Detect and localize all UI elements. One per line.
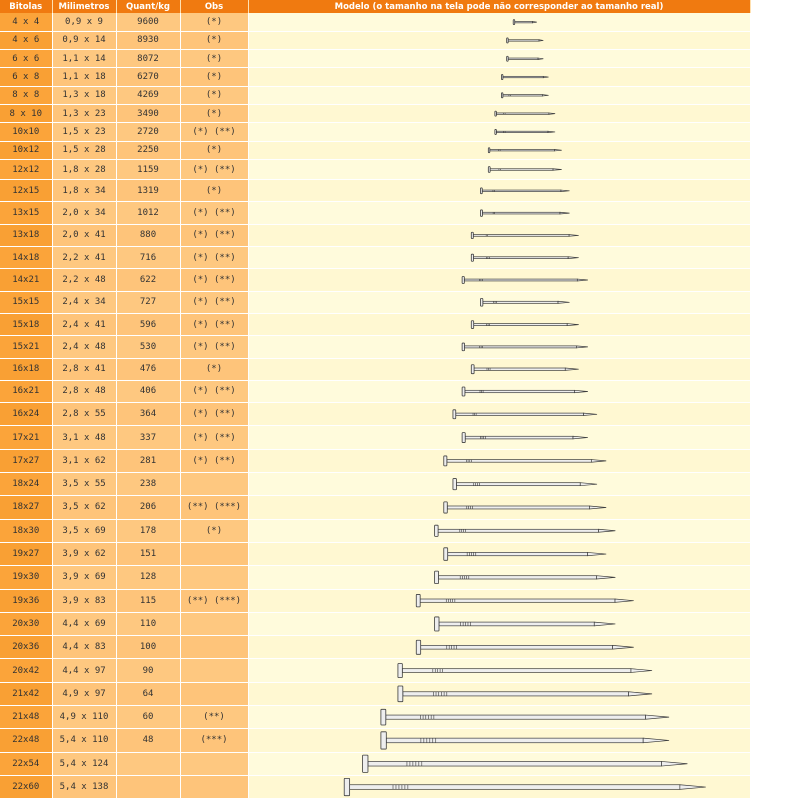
table-row[interactable] [0, 659, 750, 682]
obs-cell [180, 636, 248, 659]
obs-cell: (*) [180, 180, 248, 202]
table-row[interactable] [0, 775, 750, 798]
bitola-cell: 14x21 [0, 269, 52, 291]
table-row[interactable] [0, 519, 750, 542]
nail-model-cell [248, 313, 750, 335]
bitola-cell: 14x18 [0, 247, 52, 269]
obs-cell [180, 542, 248, 565]
table-row[interactable] [0, 141, 750, 159]
nail-model-cell [248, 706, 750, 729]
millimetres-cell: 5,4 x 124 [52, 752, 116, 775]
quantity-per-kg-cell: 476 [116, 358, 180, 380]
table-row[interactable] [0, 31, 750, 49]
header-bitolas[interactable]: Bitolas [0, 0, 52, 13]
bitola-cell: 17x21 [0, 426, 52, 449]
quantity-per-kg-cell: 6270 [116, 68, 180, 86]
bitola-cell: 8 x 10 [0, 104, 52, 122]
obs-cell: (*) (**) [180, 247, 248, 269]
nail-model-cell [248, 775, 750, 798]
bitola-cell: 21x48 [0, 706, 52, 729]
bitola-cell: 10x10 [0, 123, 52, 141]
bitola-cell: 21x42 [0, 682, 52, 705]
nail-model-cell [248, 291, 750, 313]
quantity-per-kg-cell: 9600 [116, 13, 180, 31]
bitola-cell: 4 x 6 [0, 31, 52, 49]
bitola-cell: 16x21 [0, 380, 52, 402]
nail-model-cell [248, 13, 750, 31]
obs-cell: (*) [180, 13, 248, 31]
quantity-per-kg-cell: 880 [116, 224, 180, 246]
table-row[interactable] [0, 612, 750, 635]
nail-model-cell [248, 50, 750, 68]
bitola-cell: 10x12 [0, 141, 52, 159]
nail-model-cell [248, 86, 750, 104]
millimetres-cell: 4,9 x 110 [52, 706, 116, 729]
quantity-per-kg-cell: 151 [116, 542, 180, 565]
nail-model-cell [248, 68, 750, 86]
obs-cell: (**) (***) [180, 589, 248, 612]
quantity-per-kg-cell: 4269 [116, 86, 180, 104]
nail-model-cell [248, 659, 750, 682]
header-modelo[interactable]: Modelo (o tamanho na tela pode não corresponder ao tamanho real) [248, 0, 750, 13]
header-milimetros[interactable]: Milimetros [52, 0, 116, 13]
table-row[interactable] [0, 180, 750, 202]
obs-cell [180, 775, 248, 798]
table-row[interactable] [0, 496, 750, 519]
obs-cell: (*) [180, 358, 248, 380]
nail-model-cell [248, 449, 750, 472]
nail-model-cell [248, 636, 750, 659]
nail-model-cell [248, 358, 750, 380]
obs-cell: (*) (**) [180, 426, 248, 449]
millimetres-cell: 3,1 x 62 [52, 449, 116, 472]
quantity-per-kg-cell: 364 [116, 403, 180, 426]
millimetres-cell: 2,0 x 34 [52, 202, 116, 224]
quantity-per-kg-cell: 90 [116, 659, 180, 682]
obs-cell: (*) (**) [180, 269, 248, 291]
obs-cell [180, 752, 248, 775]
bitola-cell: 17x27 [0, 449, 52, 472]
nail-model-cell [248, 159, 750, 179]
millimetres-cell: 2,8 x 41 [52, 358, 116, 380]
table-row[interactable] [0, 159, 750, 179]
millimetres-cell: 4,9 x 97 [52, 682, 116, 705]
quantity-per-kg-cell: 596 [116, 313, 180, 335]
table-row[interactable] [0, 706, 750, 729]
millimetres-cell: 2,4 x 41 [52, 313, 116, 335]
quantity-per-kg-cell: 48 [116, 729, 180, 752]
quantity-per-kg-cell: 64 [116, 682, 180, 705]
nail-model-cell [248, 141, 750, 159]
millimetres-cell: 3,5 x 69 [52, 519, 116, 542]
bitola-cell: 18x27 [0, 496, 52, 519]
table-row[interactable] [0, 566, 750, 589]
table-row[interactable] [0, 473, 750, 496]
table-row[interactable] [0, 380, 750, 402]
obs-cell: (*) (**) [180, 380, 248, 402]
quantity-per-kg-cell: 110 [116, 612, 180, 635]
obs-cell: (*) [180, 104, 248, 122]
obs-cell: (*) (**) [180, 449, 248, 472]
obs-cell: (*) [180, 141, 248, 159]
millimetres-cell: 5,4 x 138 [52, 775, 116, 798]
table-row[interactable] [0, 426, 750, 449]
bitola-cell: 22x48 [0, 729, 52, 752]
obs-cell: (*) [180, 86, 248, 104]
quantity-per-kg-cell: 1319 [116, 180, 180, 202]
bitola-cell: 18x30 [0, 519, 52, 542]
obs-cell [180, 682, 248, 705]
quantity-per-kg-cell: 115 [116, 589, 180, 612]
nail-model-cell [248, 224, 750, 246]
table-row[interactable] [0, 104, 750, 122]
nail-model-cell [248, 380, 750, 402]
millimetres-cell: 4,4 x 69 [52, 612, 116, 635]
obs-cell [180, 659, 248, 682]
millimetres-cell: 2,0 x 41 [52, 224, 116, 246]
millimetres-cell: 1,3 x 23 [52, 104, 116, 122]
millimetres-cell: 1,8 x 28 [52, 159, 116, 179]
table-row[interactable] [0, 68, 750, 86]
nail-model-cell [248, 612, 750, 635]
quantity-per-kg-cell: 406 [116, 380, 180, 402]
millimetres-cell: 3,9 x 62 [52, 542, 116, 565]
table-row[interactable] [0, 86, 750, 104]
table-row[interactable] [0, 336, 750, 358]
table-row[interactable] [0, 636, 750, 659]
bitola-cell: 20x36 [0, 636, 52, 659]
quantity-per-kg-cell: 716 [116, 247, 180, 269]
quantity-per-kg-cell: 2250 [116, 141, 180, 159]
bitola-cell: 16x18 [0, 358, 52, 380]
obs-cell [180, 612, 248, 635]
obs-cell: (*) (**) [180, 403, 248, 426]
obs-cell: (**) (***) [180, 496, 248, 519]
millimetres-cell: 0,9 x 14 [52, 31, 116, 49]
millimetres-cell: 3,5 x 62 [52, 496, 116, 519]
bitola-cell: 12x12 [0, 159, 52, 179]
nail-model-cell [248, 336, 750, 358]
table-body [0, 13, 750, 799]
quantity-per-kg-cell: 2720 [116, 123, 180, 141]
quantity-per-kg-cell: 178 [116, 519, 180, 542]
table-row[interactable] [0, 13, 750, 31]
nail-model-cell [248, 496, 750, 519]
bitola-cell: 15x21 [0, 336, 52, 358]
nail-model-cell [248, 682, 750, 705]
millimetres-cell: 2,4 x 34 [52, 291, 116, 313]
bitola-cell: 18x24 [0, 473, 52, 496]
bitola-cell: 8 x 8 [0, 86, 52, 104]
bitola-cell: 6 x 8 [0, 68, 52, 86]
quantity-per-kg-cell: 3490 [116, 104, 180, 122]
bitola-cell: 19x27 [0, 542, 52, 565]
obs-cell: (*) (**) [180, 313, 248, 335]
nail-model-cell [248, 519, 750, 542]
obs-cell: (*) [180, 519, 248, 542]
quantity-per-kg-cell: 8930 [116, 31, 180, 49]
nail-model-cell [248, 269, 750, 291]
quantity-per-kg-cell: 1012 [116, 202, 180, 224]
bitola-cell: 22x60 [0, 775, 52, 798]
millimetres-cell: 3,9 x 69 [52, 566, 116, 589]
table-row[interactable] [0, 224, 750, 246]
quantity-per-kg-cell: 206 [116, 496, 180, 519]
bitola-cell: 20x42 [0, 659, 52, 682]
quantity-per-kg-cell: 337 [116, 426, 180, 449]
millimetres-cell: 2,8 x 48 [52, 380, 116, 402]
millimetres-cell: 2,2 x 48 [52, 269, 116, 291]
nail-model-cell [248, 202, 750, 224]
bitola-cell: 6 x 6 [0, 50, 52, 68]
nail-model-cell [248, 752, 750, 775]
millimetres-cell: 4,4 x 83 [52, 636, 116, 659]
obs-cell: (***) [180, 729, 248, 752]
nail-model-cell [248, 403, 750, 426]
millimetres-cell: 1,1 x 18 [52, 68, 116, 86]
obs-cell: (*) [180, 31, 248, 49]
millimetres-cell: 0,9 x 9 [52, 13, 116, 31]
quantity-per-kg-cell: 8072 [116, 50, 180, 68]
millimetres-cell: 2,8 x 55 [52, 403, 116, 426]
nail-model-cell [248, 426, 750, 449]
nail-model-cell [248, 180, 750, 202]
quantity-per-kg-cell: 100 [116, 636, 180, 659]
bitola-cell: 19x36 [0, 589, 52, 612]
table-row[interactable] [0, 542, 750, 565]
table-row[interactable] [0, 202, 750, 224]
quantity-per-kg-cell: 530 [116, 336, 180, 358]
bitola-cell: 13x18 [0, 224, 52, 246]
bitola-cell: 22x54 [0, 752, 52, 775]
nail-model-cell [248, 473, 750, 496]
millimetres-cell: 3,1 x 48 [52, 426, 116, 449]
quantity-per-kg-cell: 1159 [116, 159, 180, 179]
millimetres-cell: 2,2 x 41 [52, 247, 116, 269]
table-row[interactable] [0, 682, 750, 705]
obs-cell: (*) (**) [180, 336, 248, 358]
nail-model-cell [248, 566, 750, 589]
millimetres-cell: 2,4 x 48 [52, 336, 116, 358]
header-quant-kg[interactable]: Quant/kg [116, 0, 180, 13]
millimetres-cell: 1,5 x 28 [52, 141, 116, 159]
bitola-cell: 15x18 [0, 313, 52, 335]
obs-cell: (*) (**) [180, 202, 248, 224]
millimetres-cell: 1,3 x 18 [52, 86, 116, 104]
header-obs[interactable]: Obs [180, 0, 248, 13]
quantity-per-kg-cell: 60 [116, 706, 180, 729]
table-header-row [0, 0, 750, 13]
quantity-per-kg-cell: 238 [116, 473, 180, 496]
table-row[interactable] [0, 449, 750, 472]
quantity-per-kg-cell [116, 775, 180, 798]
nail-model-cell [248, 589, 750, 612]
millimetres-cell: 1,5 x 23 [52, 123, 116, 141]
table-row[interactable] [0, 313, 750, 335]
millimetres-cell: 3,9 x 83 [52, 589, 116, 612]
nail-model-cell [248, 729, 750, 752]
obs-cell: (*) [180, 68, 248, 86]
nail-model-cell [248, 247, 750, 269]
quantity-per-kg-cell: 281 [116, 449, 180, 472]
table-row[interactable] [0, 123, 750, 141]
obs-cell: (**) [180, 706, 248, 729]
millimetres-cell: 1,1 x 14 [52, 50, 116, 68]
millimetres-cell: 5,4 x 110 [52, 729, 116, 752]
table-row[interactable] [0, 403, 750, 426]
obs-cell: (*) (**) [180, 224, 248, 246]
nail-model-cell [248, 542, 750, 565]
bitola-cell: 4 x 4 [0, 13, 52, 31]
obs-cell [180, 566, 248, 589]
bitola-cell: 16x24 [0, 403, 52, 426]
quantity-per-kg-cell: 128 [116, 566, 180, 589]
table-row[interactable] [0, 358, 750, 380]
nail-model-cell [248, 123, 750, 141]
bitola-cell: 12x15 [0, 180, 52, 202]
millimetres-cell: 4,4 x 97 [52, 659, 116, 682]
table-row[interactable] [0, 50, 750, 68]
bitola-cell: 20x30 [0, 612, 52, 635]
bitola-cell: 15x15 [0, 291, 52, 313]
table-row[interactable] [0, 752, 750, 775]
bitola-cell: 19x30 [0, 566, 52, 589]
obs-cell: (*) (**) [180, 123, 248, 141]
table-row[interactable] [0, 291, 750, 313]
table-row[interactable] [0, 729, 750, 752]
obs-cell [180, 473, 248, 496]
nail-model-cell [248, 31, 750, 49]
obs-cell: (*) (**) [180, 291, 248, 313]
millimetres-cell: 1,8 x 34 [52, 180, 116, 202]
nail-model-cell [248, 104, 750, 122]
quantity-per-kg-cell: 622 [116, 269, 180, 291]
obs-cell: (*) (**) [180, 159, 248, 179]
quantity-per-kg-cell: 727 [116, 291, 180, 313]
table-row[interactable] [0, 589, 750, 612]
table-row[interactable] [0, 269, 750, 291]
millimetres-cell: 3,5 x 55 [52, 473, 116, 496]
obs-cell: (*) [180, 50, 248, 68]
table-row[interactable] [0, 247, 750, 269]
bitola-cell: 13x15 [0, 202, 52, 224]
quantity-per-kg-cell [116, 752, 180, 775]
